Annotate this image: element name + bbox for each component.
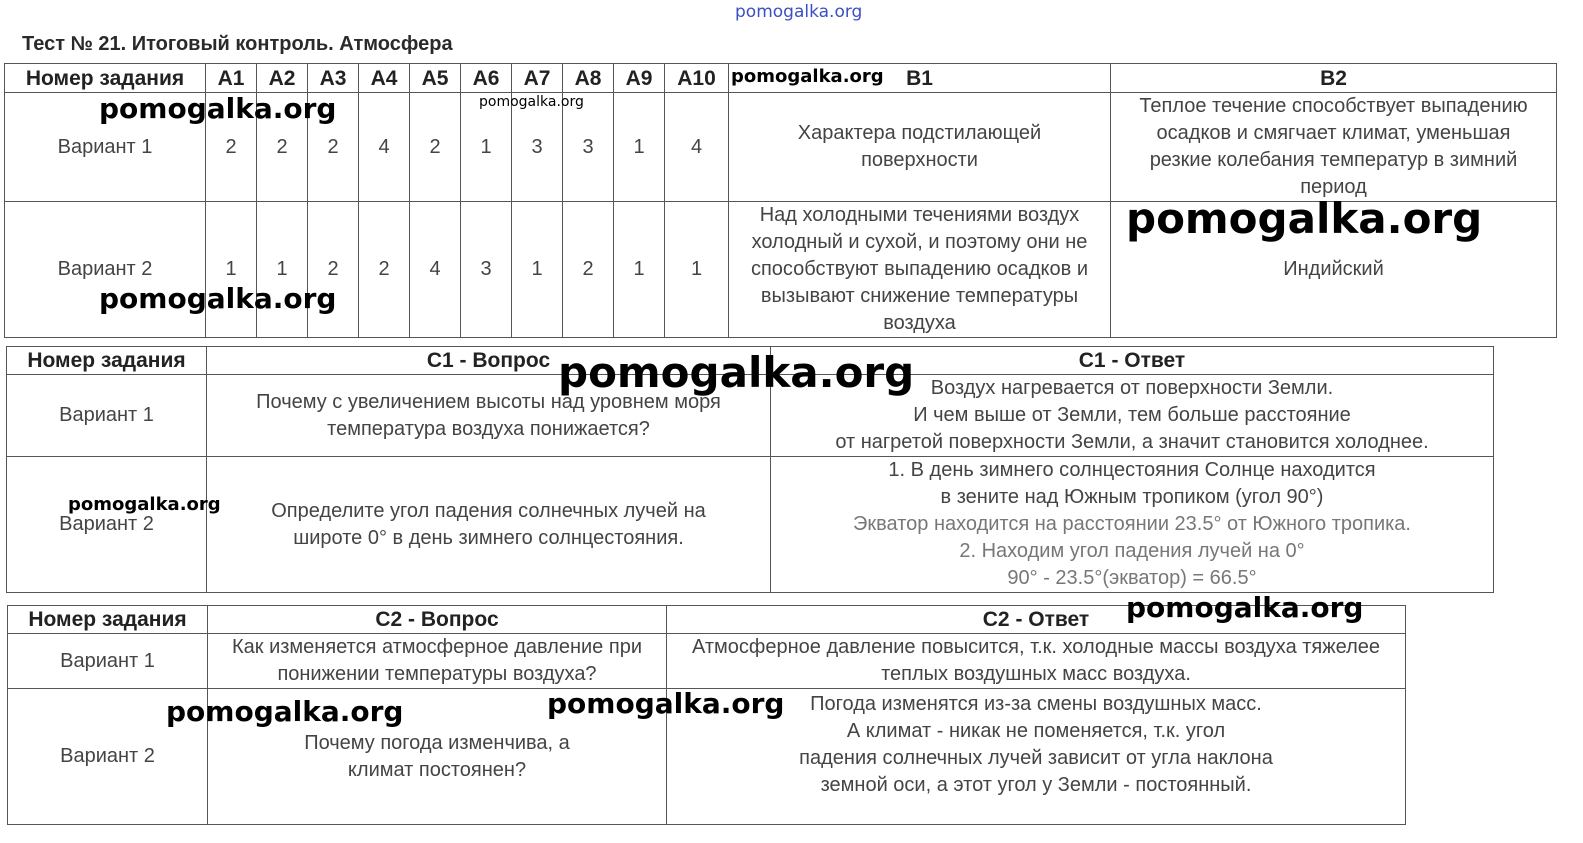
cell-v1-a2: 2 xyxy=(257,93,308,202)
cell-v1-a7: 3 xyxy=(512,93,563,202)
answer-line: в зените над Южным тропиком (угол 90°) xyxy=(940,486,1324,508)
table-row xyxy=(7,457,1494,593)
cell-v1-a10: 4 xyxy=(665,93,729,202)
cell-v2-a4: 2 xyxy=(359,202,410,338)
row-label-variant-1: Вариант 1 xyxy=(7,375,207,457)
cell-v2-a9: 1 xyxy=(614,202,665,338)
cell-v1-a8: 3 xyxy=(563,93,614,202)
header-task-number: Номер задания xyxy=(7,347,207,375)
watermark-text: pomogalka.org xyxy=(99,282,337,315)
watermark-text: pomogalka.org xyxy=(558,348,915,397)
row-label-variant-2: Вариант 2 xyxy=(8,689,208,825)
site-watermark-top: pomogalka.org xyxy=(735,2,863,22)
page-title: Тест № 21. Итоговый контроль. Атмосфера xyxy=(22,33,453,55)
cell-v1-b2: Теплое течение способствует выпадению осадков и смягчает климат, уменьшая резкие колебания температур в зимний период xyxy=(1111,93,1557,202)
header-b2: B2 xyxy=(1111,64,1557,93)
cell-v2-a3: 2 xyxy=(308,202,359,338)
answer-line: падения солнечных лучей зависит от угла наклона xyxy=(799,747,1273,769)
answer-line: 1. В день зимнего солнцестояния Солнце находится xyxy=(888,459,1376,481)
cell-c2-v2-question: Почему погода изменчива, а климат постоянен? xyxy=(208,689,667,825)
cell-v2-a5: 4 xyxy=(410,202,461,338)
answer-line: А климат - никак не поменяется, т.к. угол xyxy=(846,720,1226,742)
row-label-variant-2: Вариант 2 xyxy=(5,202,206,338)
cell-v2-a7: 1 xyxy=(512,202,563,338)
cell-v2-a8: 2 xyxy=(563,202,614,338)
cell-v1-a6: 1 xyxy=(461,93,512,202)
cell-v1-a5: 2 xyxy=(410,93,461,202)
table-row xyxy=(8,634,1406,689)
header-a9: А9 xyxy=(614,64,665,93)
header-a2: А2 xyxy=(257,64,308,93)
cell-c2-v1-question: Как изменяется атмосферное давление при понижении температуры воздуха? xyxy=(208,634,667,689)
answer-line: Воздух нагревается от поверхности Земли. xyxy=(930,377,1334,399)
header-c1-answer: С1 - Ответ xyxy=(771,347,1494,375)
header-a1: А1 xyxy=(206,64,257,93)
cell-c1-v1-question: Почему с увеличением высоты над уровнем моря температура воздуха понижается? xyxy=(207,375,771,457)
header-a7: А7 xyxy=(512,64,563,93)
header-a4: А4 xyxy=(359,64,410,93)
watermark-text: pomogalka.org xyxy=(1126,194,1483,243)
answer-line: 90° - 23.5°(экватор) = 66.5° xyxy=(1007,567,1257,589)
answer-line: Экватор находится на расстоянии 23.5° от Южного тропика. xyxy=(853,513,1411,535)
watermark-text: pomogalka.org xyxy=(1126,591,1364,624)
answer-line: И чем выше от Земли, тем больше расстояние xyxy=(913,404,1351,426)
watermark-text: pomogalka.org xyxy=(99,92,337,125)
answer-line: Погода изменятся из-за смены воздушных масс. xyxy=(810,693,1262,715)
header-a3: А3 xyxy=(308,64,359,93)
header-task-number: Номер задания xyxy=(8,606,208,634)
cell-c1-v2-answer xyxy=(771,457,1494,593)
header-c2-question: С2 - Вопрос xyxy=(208,606,667,634)
header-a10: А10 xyxy=(665,64,729,93)
cell-v1-a1: 2 xyxy=(206,93,257,202)
answer-line: 2. Находим угол падения лучей на 0° xyxy=(959,540,1305,562)
cell-v1-a9: 1 xyxy=(614,93,665,202)
cell-v2-b1: Над холодными течениями воздух холодный и сухой, и поэтому они не способствуют выпадению осадков и вызывают снижение температуры воздуха xyxy=(729,202,1111,338)
cell-c2-v1-answer: Атмосферное давление повысится, т.к. холодные массы воздуха тяжелее теплых воздушных масс воздуха. xyxy=(667,634,1406,689)
header-a8: А8 xyxy=(563,64,614,93)
cell-v2-a10: 1 xyxy=(665,202,729,338)
cell-v1-a3: 2 xyxy=(308,93,359,202)
cell-c1-v2-question: Определите угол падения солнечных лучей на широте 0° в день зимнего солнцестояния. xyxy=(207,457,771,593)
header-b1: B1 xyxy=(729,64,1111,93)
watermark-text: pomogalka.org xyxy=(68,494,221,515)
header-task-number: Номер задания xyxy=(5,64,206,93)
cell-v2-b2: Индийский xyxy=(1111,202,1557,338)
row-label-variant-1: Вариант 1 xyxy=(5,93,206,202)
row-label-variant-1: Вариант 1 xyxy=(8,634,208,689)
header-a5: А5 xyxy=(410,64,461,93)
watermark-text: pomogalka.org xyxy=(166,695,404,728)
watermark-text: pomogalka.org xyxy=(479,94,584,110)
header-c1-question: С1 - Вопрос xyxy=(207,347,771,375)
row-label-variant-2: Вариант 2 xyxy=(7,457,207,593)
watermark-text: pomogalka.org xyxy=(547,687,785,720)
header-a6: А6 xyxy=(461,64,512,93)
watermark-text: pomogalka.org xyxy=(731,66,884,87)
cell-v2-a6: 3 xyxy=(461,202,512,338)
answer-line: от нагретой поверхности Земли, а значит становится холоднее. xyxy=(835,431,1429,453)
cell-v1-b1: Характера подстилающей поверхности xyxy=(729,93,1111,202)
answer-line: земной оси, а этот угол у Земли - постоянный. xyxy=(820,774,1252,796)
cell-v2-a1: 1 xyxy=(206,202,257,338)
cell-v2-a2: 1 xyxy=(257,202,308,338)
header-c2-answer: С2 - Ответ xyxy=(667,606,1406,634)
cell-v1-a4: 4 xyxy=(359,93,410,202)
